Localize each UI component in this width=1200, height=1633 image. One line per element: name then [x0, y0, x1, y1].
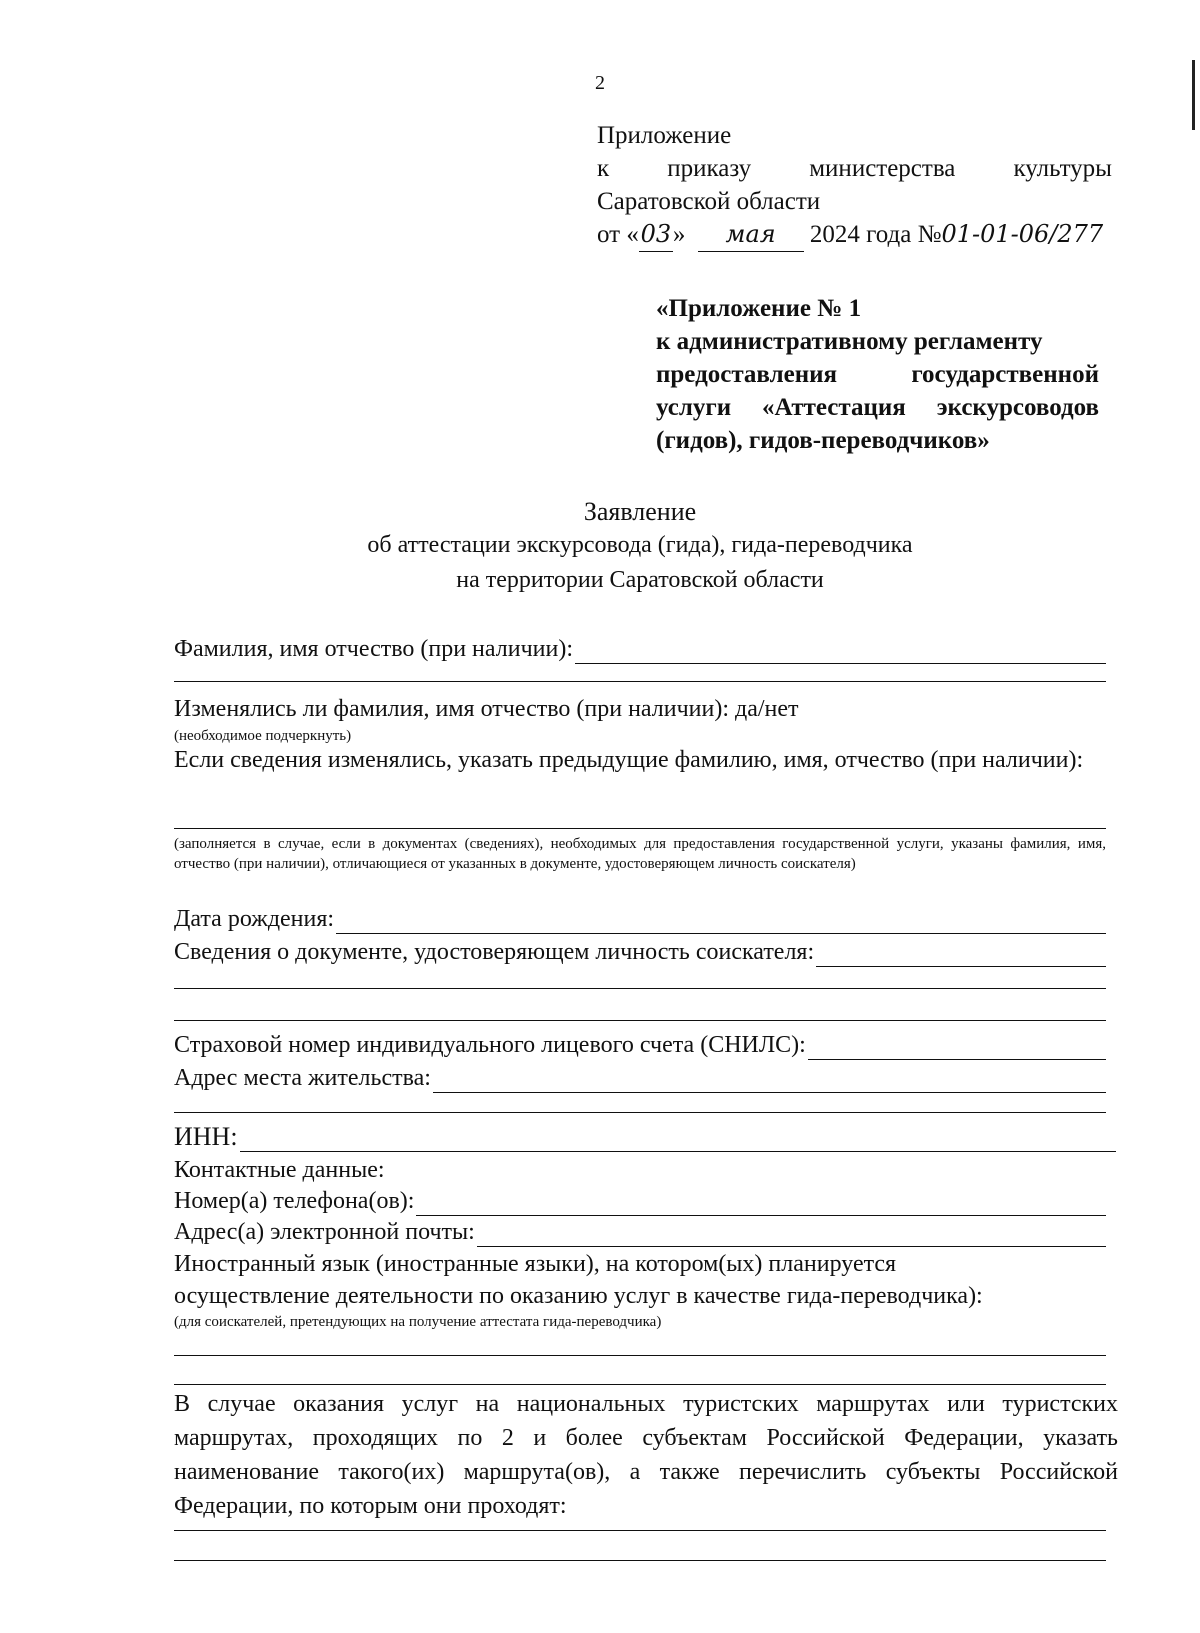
routes-input-line[interactable] [174, 1530, 1106, 1531]
approval-word: культуры [1013, 155, 1112, 182]
address-input-line[interactable] [433, 1070, 1106, 1093]
phones-input-line[interactable] [416, 1193, 1106, 1216]
birth-date-field [174, 904, 1106, 934]
fill-note: (заполняется в случае, если в документах (сведениях), необходимых для предоставления государственной услуги, указаны фамилия, имя, отчество (при наличии), отличающиеся от указанных в документе, удостоверяющем личность соискателя) [174, 836, 1106, 872]
identity-doc-input-line-2[interactable] [174, 988, 1106, 989]
approval-region: Саратовской области [597, 188, 821, 215]
address-field [174, 1063, 1106, 1093]
approval-title: Приложение [597, 122, 732, 149]
fio-input-line[interactable] [575, 641, 1106, 664]
previous-fio-input-line[interactable] [174, 828, 1106, 829]
annex-line: к административному регламенту [656, 328, 1043, 355]
annex-title: «Приложение № 1 [656, 295, 862, 322]
document-title: Заявление [583, 497, 697, 526]
fio-input-line-2[interactable] [174, 681, 1106, 682]
emails-input-line[interactable] [477, 1224, 1106, 1247]
fio-label: Фамилия, имя отчество (при наличии): [174, 636, 573, 662]
emails-field [174, 1217, 1106, 1247]
order-number: 01-01-06/277 [941, 220, 1104, 248]
annex-line: (гидов), гидов-переводчиков» [656, 427, 990, 454]
approval-date-line [597, 218, 1112, 252]
languages-input-line-2[interactable] [174, 1384, 1106, 1385]
date-close-quote: » [672, 221, 686, 248]
document-subtitle: об аттестации экскурсовода (гида), гида-переводчика [367, 532, 913, 558]
languages-input-line[interactable] [174, 1355, 1106, 1356]
phones-label: Номер(а) телефона(ов): [174, 1188, 415, 1214]
address-input-line-2[interactable] [174, 1112, 1106, 1113]
languages-note: (для соискателей, претендующих на получение аттестата гида-переводчика) [174, 1314, 662, 1330]
address-label: Адрес места жительства: [174, 1065, 431, 1091]
approval-word: к [597, 155, 610, 182]
identity-doc-label: Сведения о документе, удостоверяющем личность соискателя: [174, 939, 815, 965]
document-subtitle: на территории Саратовской области [456, 567, 824, 593]
approval-block [597, 119, 1112, 252]
snils-input-line[interactable] [808, 1037, 1106, 1060]
routes-label: В случае оказания услуг на национальных туристских маршрутах или туристских маршрутах, проходящих по 2 и более субъектам Российской Федерации, указать наименование такого(их) маршрута(ов), а также перечислить субъекты Российской Федерации, по которым они проходят: [174, 1391, 1118, 1519]
order-year: 2024 года № [809, 221, 942, 248]
birth-date-input-line[interactable] [336, 911, 1106, 934]
identity-doc-input-line[interactable] [816, 944, 1106, 967]
annex-line: услуги «Аттестация экскурсоводов [656, 394, 1099, 421]
inn-input-line[interactable] [240, 1129, 1116, 1152]
order-day: 03 [639, 218, 673, 252]
annex-line: предоставления государственной [656, 361, 1099, 388]
birth-date-label: Дата рождения: [174, 906, 335, 932]
routes-input-line-2[interactable] [174, 1560, 1106, 1561]
scan-edge-line [1192, 60, 1195, 130]
approval-word: приказу [667, 155, 752, 182]
identity-doc-input-line-3[interactable] [174, 1020, 1106, 1021]
phones-field [174, 1186, 1106, 1216]
approval-order-ref [597, 152, 1112, 185]
date-prefix: от « [597, 221, 639, 248]
languages-label-2: осуществление деятельности по оказанию услуг в качестве гида-переводчика): [174, 1283, 983, 1309]
snils-label: Страховой номер индивидуального лицевого счета (СНИЛС): [174, 1032, 806, 1058]
contacts-label: Контактные данные: [174, 1157, 385, 1183]
snils-field [174, 1030, 1106, 1060]
emails-label: Адрес(а) электронной почты: [174, 1219, 475, 1245]
annex-block [656, 292, 1099, 457]
fio-field [174, 634, 1106, 664]
previous-fio-label: Если сведения изменялись, указать предыдущие фамилию, имя, отчество (при наличии): [174, 747, 1084, 773]
identity-doc-field [174, 937, 1106, 967]
inn-field [174, 1122, 1116, 1152]
fio-changed-question: Изменялись ли фамилия, имя отчество (при наличии): да/нет [174, 696, 799, 722]
approval-word: министерства [809, 155, 956, 182]
page-number: 2 [595, 72, 605, 94]
underline-note: (необходимое подчеркнуть) [174, 728, 352, 744]
inn-label: ИНН: [174, 1122, 238, 1151]
languages-label: Иностранный язык (иностранные языки), на котором(ых) планируется [174, 1251, 897, 1277]
order-month: мая [698, 218, 804, 252]
